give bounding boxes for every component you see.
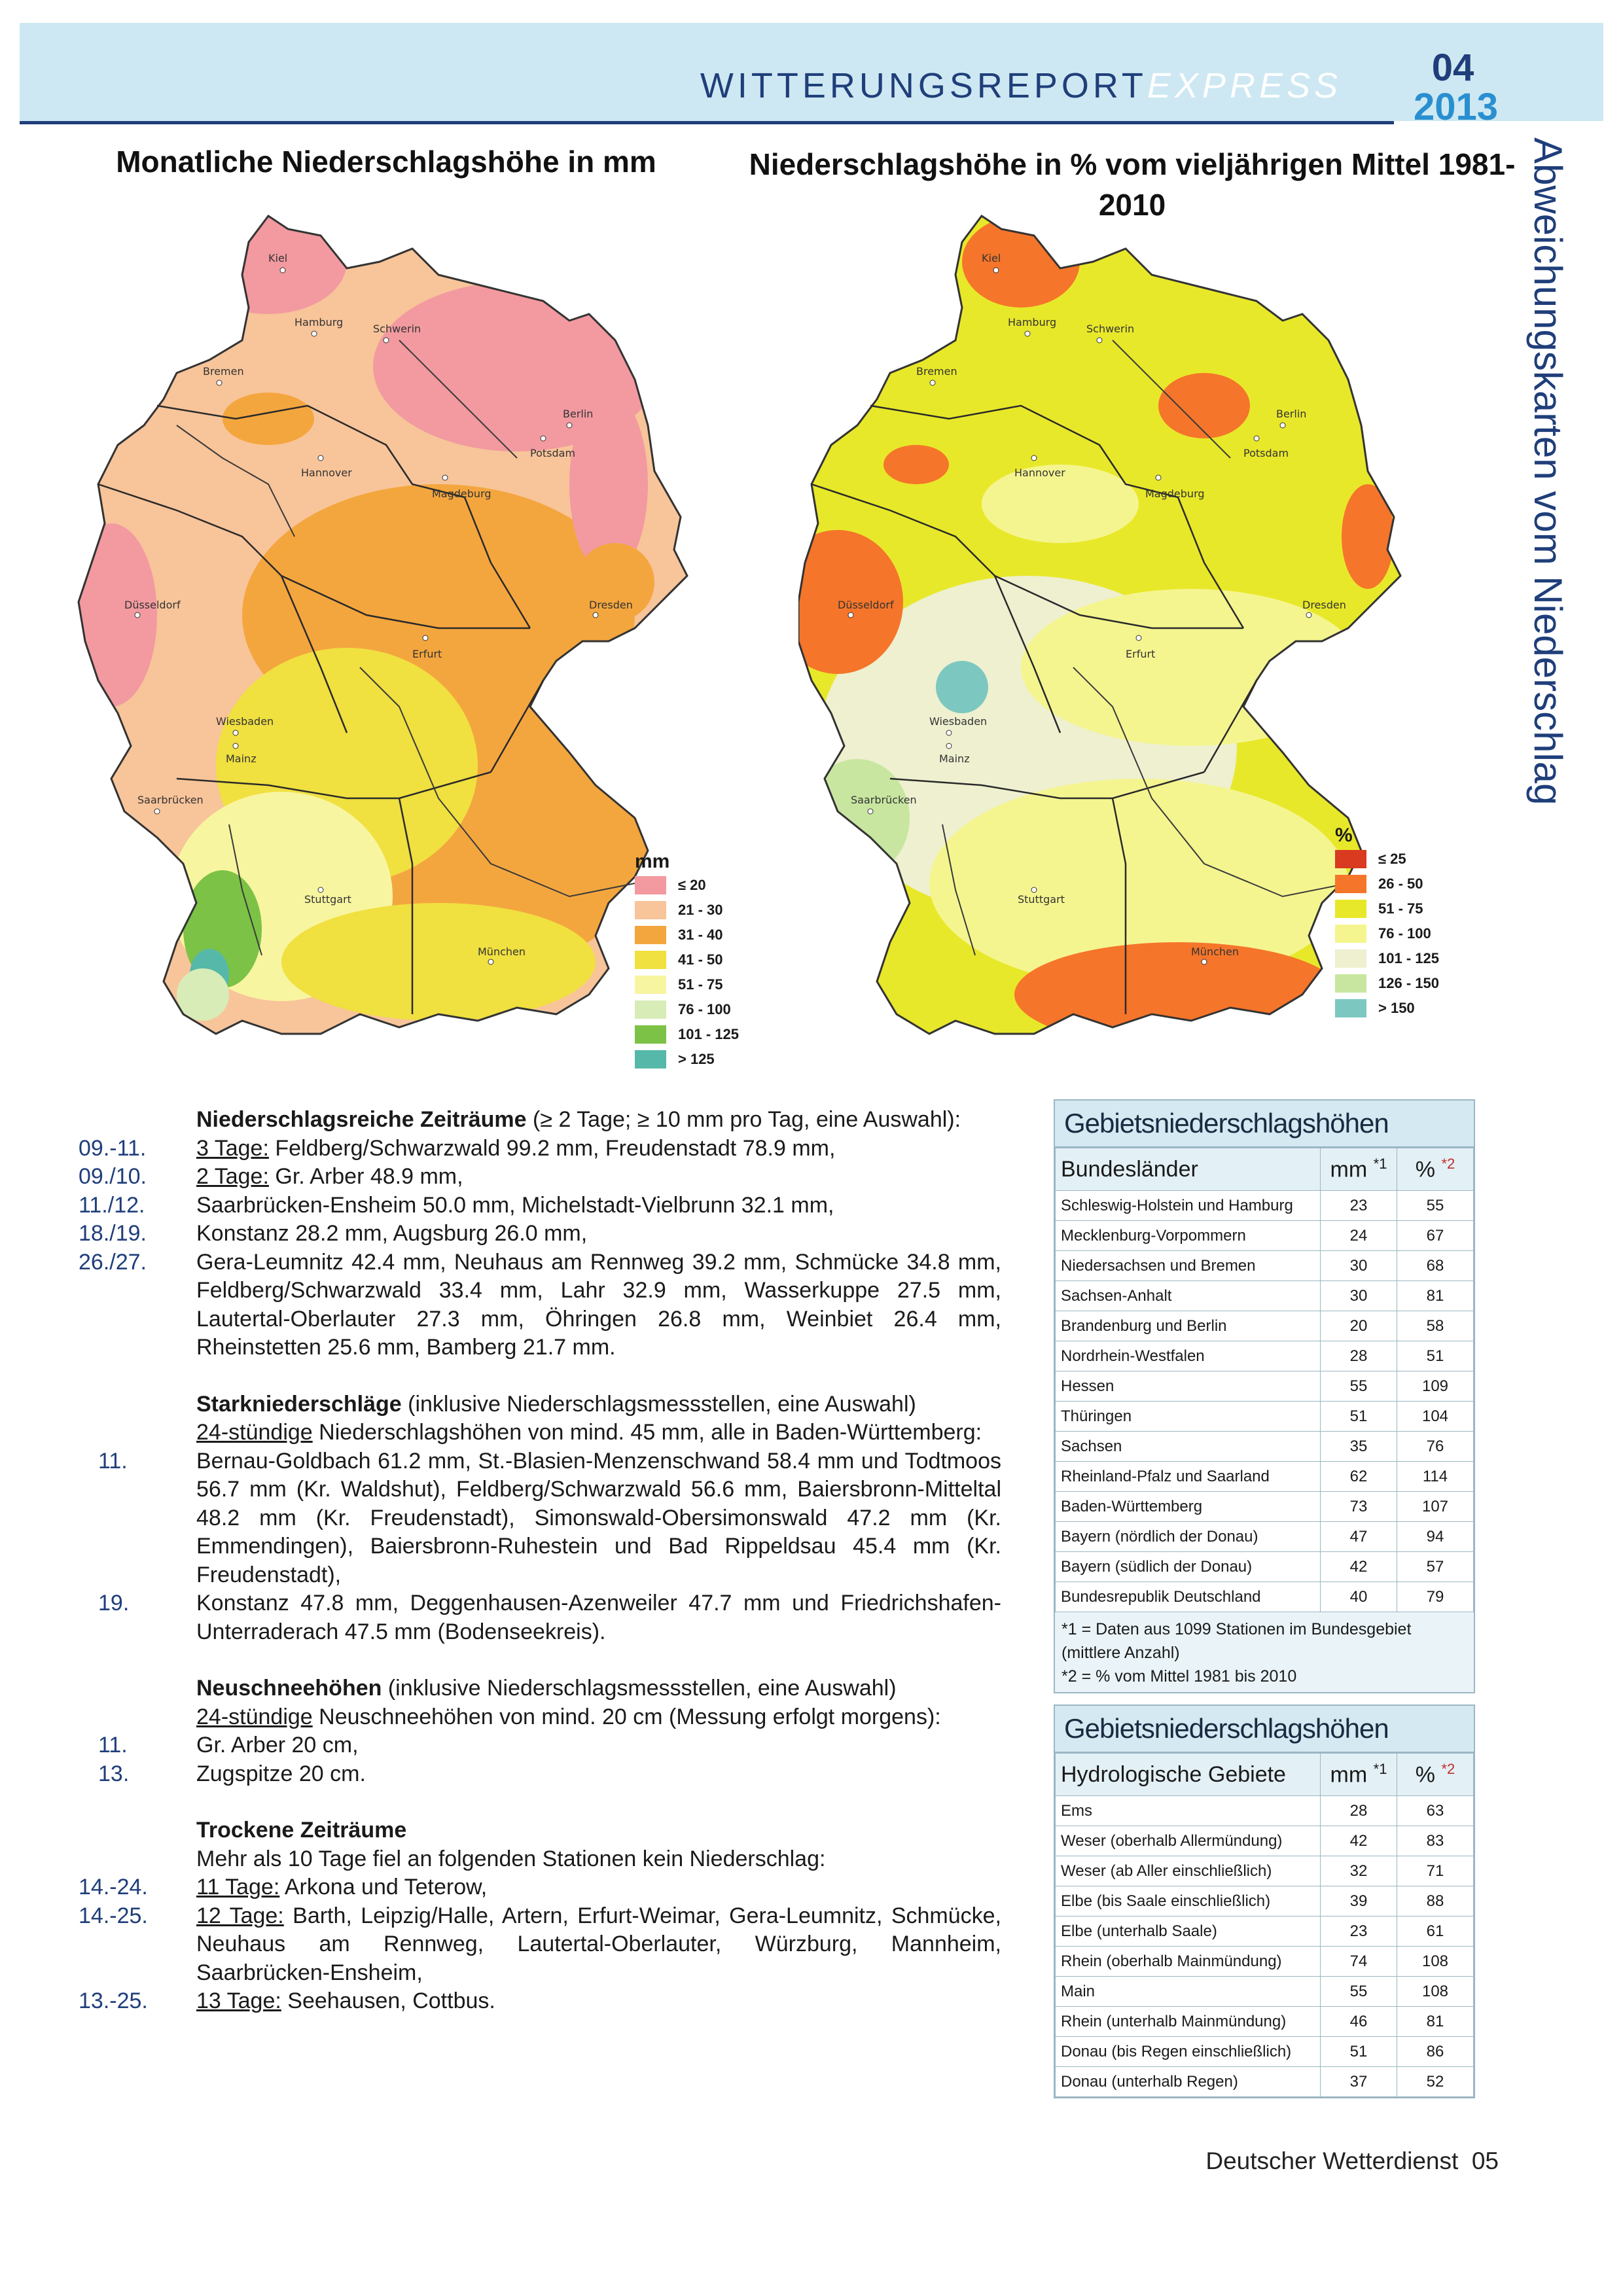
row-body	[196, 1731, 1001, 1760]
text-row	[65, 1192, 1001, 1220]
legend-row	[635, 1022, 766, 1047]
row-date: 14.-24.	[79, 1875, 148, 1899]
table-cell-name: Rhein (oberhalb Mainmündung)	[1056, 1947, 1321, 1977]
table-row	[1056, 1916, 1474, 1947]
row-date: 09./10.	[79, 1164, 147, 1189]
row-body	[196, 1220, 1001, 1248]
legend-swatch	[1335, 900, 1366, 918]
legend-label: > 125	[678, 1051, 715, 1067]
row-date: 14.-25.	[79, 1903, 148, 1928]
side-title: Abweichungskarten vom Niederschlag	[1526, 137, 1570, 805]
legend-left	[635, 873, 766, 1072]
table-cell-pct: 63	[1397, 1796, 1474, 1826]
report-title-main: WITTERUNGSREPORT	[700, 66, 1147, 105]
city-saarbruecken-l: Saarbrücken	[137, 794, 204, 806]
table-row	[1056, 1522, 1474, 1552]
row-text: Gr. Arber 48.9 mm,	[268, 1164, 463, 1189]
city-dresden-l: Dresden	[589, 599, 633, 611]
city-hannover-l: Hannover	[301, 467, 352, 479]
legend-row	[1335, 971, 1453, 996]
sec2-suffix: (inklusive Niederschlagsmessstellen, eine Auswahl)	[401, 1391, 916, 1417]
text-row	[65, 1902, 1001, 1988]
legend-row	[635, 923, 766, 947]
precip-percent-map	[798, 209, 1453, 1073]
table-cell-pct: 61	[1397, 1916, 1474, 1947]
table-cell-name: Baden-Württemberg	[1056, 1492, 1321, 1522]
legend-label: 26 - 50	[1378, 875, 1423, 892]
table-cell-pct: 52	[1397, 2067, 1474, 2097]
table-cell-mm: 73	[1321, 1492, 1397, 1522]
legend-swatch	[1335, 925, 1366, 943]
table-cell-name: Donau (bis Regen einschließlich)	[1056, 2037, 1321, 2067]
legend-label: 76 - 100	[678, 1001, 731, 1017]
legend-swatch	[635, 901, 666, 919]
row-underlined: 2 Tage:	[196, 1164, 269, 1189]
city-bremen-r: Bremen	[916, 365, 957, 378]
city-kiel-l: Kiel	[268, 252, 288, 264]
table1-title: Gebietsniederschlagshöhen	[1055, 1101, 1474, 1148]
table-cell-name: Elbe (unterhalb Saale)	[1056, 1916, 1321, 1947]
legend-row	[635, 997, 766, 1022]
table-cell-name: Rheinland-Pfalz und Saarland	[1056, 1462, 1321, 1492]
table-cell-pct: 81	[1397, 2007, 1474, 2037]
city-stuttgart-r: Stuttgart	[1018, 893, 1065, 906]
text-row	[65, 1447, 1001, 1590]
report-title	[700, 65, 1342, 106]
city-dresden-r: Dresden	[1302, 599, 1346, 611]
table-cell-pct: 76	[1397, 1432, 1474, 1462]
table-cell-name: Nordrhein-Westfalen	[1056, 1341, 1321, 1371]
legend-label: ≤ 25	[1378, 851, 1406, 867]
sec3-rows	[65, 1731, 1001, 1788]
city-duesseldorf-l: Düsseldorf	[124, 599, 181, 611]
table-row	[1056, 1281, 1474, 1311]
table-cell-name: Donau (unterhalb Regen)	[1056, 2067, 1321, 2097]
table-cell-name: Sachsen-Anhalt	[1056, 1281, 1321, 1311]
table-cell-pct: 94	[1397, 1522, 1474, 1552]
legend-label: 31 - 40	[678, 927, 723, 943]
table2-col-mm: mm $^{*1}$	[1321, 1754, 1397, 1796]
legend-right-title: %	[1335, 824, 1353, 846]
row-text: Gr. Arber 20 cm,	[196, 1733, 359, 1757]
legend-row	[635, 873, 766, 898]
row-body	[196, 1192, 1001, 1220]
row-text: Feldberg/Schwarzwald 99.2 mm, Freudenstadt 78.9 mm,	[268, 1135, 836, 1161]
city-erfurt-l: Erfurt	[412, 648, 442, 660]
table-cell-mm: 30	[1321, 1281, 1397, 1311]
row-text: Konstanz 47.8 mm, Deggenhausen-Azenweiler 47.7 mm und Friedrichshafen-Unterraderach 47.5 mm (Bodenseekreis).	[196, 1591, 1001, 1644]
city-hamburg-r: Hamburg	[1008, 316, 1057, 328]
table1-notes	[1055, 1612, 1474, 1692]
city-hannover-r: Hannover	[1014, 467, 1065, 479]
table-row	[1056, 1796, 1474, 1826]
table-cell-mm: 40	[1321, 1582, 1397, 1612]
city-wiesbaden-r: Wiesbaden	[929, 715, 988, 728]
table-cell-name: Elbe (bis Saale einschließlich)	[1056, 1886, 1321, 1916]
table-cell-pct: 88	[1397, 1886, 1474, 1916]
table-cell-mm: 55	[1321, 1977, 1397, 2007]
table-cell-mm: 55	[1321, 1371, 1397, 1402]
city-kiel-r: Kiel	[982, 252, 1001, 264]
row-body	[196, 1248, 1001, 1362]
row-body	[196, 1589, 1001, 1646]
precip-mm-map	[72, 209, 772, 1073]
city-berlin-r: Berlin	[1276, 408, 1307, 420]
sec1-rows	[65, 1135, 1001, 1362]
city-wiesbaden-l: Wiesbaden	[216, 715, 274, 728]
sec3-suffix: (inklusive Niederschlagsmessstellen, eine Auswahl)	[382, 1676, 897, 1701]
legend-label: 76 - 100	[1378, 925, 1431, 942]
table-row	[1056, 1977, 1474, 2007]
text-row	[65, 1589, 1001, 1646]
row-text: Bernau-Goldbach 61.2 mm, St.-Blasien-Menzenschwand 58.4 mm und Todtmoos 56.7 mm (Kr. Waldshut), Feldberg/Schwarzwald 56.6 mm, Baiersbronn-Mitteltal 48.2 mm (Kr. Freudenstadt), Simonswald-Obersimonswald 47.2 mm (Kr. Emmendingen), Baiersbronn-Ruhestein und Bad Rippeldsau 45.4 mm (Kr. Freudenstadt),	[196, 1448, 1001, 1587]
legend-label: 101 - 125	[1378, 950, 1439, 966]
legend-swatch	[1335, 949, 1366, 968]
table-cell-name: Ems	[1056, 1796, 1321, 1826]
table-cell-pct: 81	[1397, 1281, 1474, 1311]
table-cell-mm: 51	[1321, 2037, 1397, 2067]
table-row	[1056, 1251, 1474, 1281]
table-cell-name: Bayern (südlich der Donau)	[1056, 1552, 1321, 1582]
table-cell-name: Brandenburg und Berlin	[1056, 1311, 1321, 1341]
table1-col-pct: % $^{*2}$	[1397, 1148, 1474, 1191]
sec2-intro-u: 24-stündige	[196, 1420, 313, 1445]
sec4-intro-text: Mehr als 10 Tage fiel an folgenden Stationen kein Niederschlag:	[196, 1846, 826, 1871]
row-underlined: 3 Tage:	[196, 1135, 269, 1161]
table1-body	[1056, 1191, 1474, 1612]
table-cell-pct: 108	[1397, 1947, 1474, 1977]
city-potsdam-l: Potsdam	[530, 447, 576, 459]
sec4-heading	[65, 1816, 1001, 1845]
table-row	[1056, 1221, 1474, 1251]
row-date: 19.	[98, 1591, 130, 1616]
legend-swatch	[635, 1050, 666, 1069]
legend-swatch	[635, 951, 666, 969]
row-date: 09.-11.	[79, 1135, 147, 1161]
table-row	[1056, 1341, 1474, 1371]
city-schwerin-r: Schwerin	[1086, 323, 1135, 335]
table-cell-mm: 32	[1321, 1856, 1397, 1886]
text-row	[65, 1163, 1001, 1192]
table-cell-pct: 71	[1397, 1856, 1474, 1886]
row-body	[196, 1447, 1001, 1590]
table2-col-label: Hydrologische Gebiete	[1056, 1754, 1321, 1796]
table-cell-mm: 35	[1321, 1432, 1397, 1462]
table-cell-pct: 68	[1397, 1251, 1474, 1281]
city-magdeburg-l: Magdeburg	[432, 487, 491, 500]
table-cell-name: Bundesrepublik Deutschland	[1056, 1582, 1321, 1612]
table-cell-pct: 51	[1397, 1341, 1474, 1371]
table2-header-row	[1056, 1754, 1474, 1796]
sec3-heading	[65, 1674, 1001, 1703]
sec2-title: Starkniederschläge	[196, 1391, 402, 1417]
text-row	[65, 1220, 1001, 1248]
sec1-suffix: (≥ 2 Tage; ≥ 10 mm pro Tag, eine Auswahl):	[526, 1107, 961, 1132]
city-muenchen-l: München	[478, 945, 526, 958]
table-cell-mm: 23	[1321, 1191, 1397, 1221]
legend-row	[1335, 872, 1453, 896]
row-body	[196, 1163, 1001, 1192]
table2-body	[1056, 1796, 1474, 2097]
legend-swatch	[635, 926, 666, 944]
sec3-intro-text: Neuschneehöhen von mind. 20 cm (Messung erfolgt morgens):	[312, 1704, 941, 1729]
city-berlin-l: Berlin	[563, 408, 594, 420]
row-date: 18./19.	[79, 1221, 147, 1246]
city-hamburg-l: Hamburg	[294, 316, 344, 328]
sec3-intro	[65, 1703, 1001, 1732]
table-row	[1056, 1856, 1474, 1886]
text-row	[65, 1248, 1001, 1362]
table-cell-pct: 86	[1397, 2037, 1474, 2067]
table-cell-name: Niedersachsen und Bremen	[1056, 1251, 1321, 1281]
table-row	[1056, 1826, 1474, 1856]
legend-row	[1335, 946, 1453, 971]
table-bundeslaender	[1054, 1099, 1475, 1693]
legend-label: 41 - 50	[678, 951, 723, 968]
table-row	[1056, 1432, 1474, 1462]
table2-grid	[1055, 1753, 1474, 2097]
city-schwerin-l: Schwerin	[373, 323, 421, 335]
city-saarbruecken-r: Saarbrücken	[851, 794, 917, 806]
row-body	[196, 1760, 1001, 1789]
table-cell-name: Weser (oberhalb Allermündung)	[1056, 1826, 1321, 1856]
legend-row	[635, 1047, 766, 1072]
city-duesseldorf-r: Düsseldorf	[838, 599, 894, 611]
table-row	[1056, 1191, 1474, 1221]
city-erfurt-r: Erfurt	[1126, 648, 1156, 660]
table-cell-name: Weser (ab Aller einschließlich)	[1056, 1856, 1321, 1886]
row-date: 13.-25.	[79, 1988, 148, 2013]
row-body	[196, 1135, 1001, 1163]
sec2-intro	[65, 1419, 1001, 1447]
table-cell-name: Thüringen	[1056, 1402, 1321, 1432]
text-row	[65, 1760, 1001, 1789]
table-cell-name: Rhein (unterhalb Mainmündung)	[1056, 2007, 1321, 2037]
table-cell-mm: 24	[1321, 1221, 1397, 1251]
table1-note1: *1 = Daten aus 1099 Stationen im Bundesgebiet (mittlere Anzahl)	[1061, 1620, 1412, 1662]
table-cell-pct: 83	[1397, 1826, 1474, 1856]
footer-org: Deutscher Wetterdienst	[1205, 2147, 1459, 2174]
row-date: 11.	[98, 1448, 128, 1474]
table-row	[1056, 1311, 1474, 1341]
row-date: 26./27.	[79, 1249, 147, 1275]
legend-row	[1335, 896, 1453, 921]
report-title-express: EXPRESS	[1147, 66, 1342, 105]
row-text: Konstanz 28.2 mm, Augsburg 26.0 mm,	[196, 1221, 588, 1246]
row-underlined: 11 Tage:	[196, 1875, 280, 1899]
legend-label: 51 - 75	[1378, 900, 1423, 917]
issue-year: 2013	[1414, 86, 1499, 128]
map-left-heading: Monatliche Niederschlagshöhe in mm	[116, 145, 656, 179]
table-cell-mm: 37	[1321, 2067, 1397, 2097]
sec2-rows	[65, 1447, 1001, 1647]
city-mainz-r: Mainz	[939, 752, 970, 765]
table-cell-name: Schleswig-Holstein und Hamburg	[1056, 1191, 1321, 1221]
row-body	[196, 1902, 1001, 1988]
legend-label: 101 - 125	[678, 1026, 739, 1042]
row-text: Arkona und Teterow,	[279, 1875, 488, 1899]
legend-swatch	[1335, 875, 1366, 893]
table-cell-mm: 42	[1321, 1552, 1397, 1582]
table-cell-pct: 67	[1397, 1221, 1474, 1251]
legend-label: ≤ 20	[678, 877, 706, 893]
city-muenchen-r: München	[1191, 945, 1240, 958]
row-underlined: 12 Tage:	[196, 1903, 284, 1928]
legend-swatch	[1335, 850, 1366, 868]
row-text: Barth, Leipzig/Halle, Artern, Erfurt-Weimar, Gera-Leumnitz, Schmücke, Neuhaus am Rennweg, Lautertal-Oberlauter, Würzburg, Mannheim, Saarbrücken-Ensheim,	[196, 1903, 1001, 1985]
row-date: 11./12.	[79, 1192, 145, 1218]
table-cell-pct: 57	[1397, 1552, 1474, 1582]
city-bremen-l: Bremen	[203, 365, 244, 378]
legend-row	[635, 947, 766, 972]
sec2-intro-text: Niederschlagshöhen von mind. 45 mm, alle in Baden-Württemberg:	[312, 1420, 982, 1445]
table-cell-name: Mecklenburg-Vorpommern	[1056, 1221, 1321, 1251]
table1-header-row	[1056, 1148, 1474, 1191]
legend-swatch	[635, 876, 666, 894]
legend-row	[1335, 847, 1453, 872]
sec3-title: Neuschneehöhen	[196, 1676, 382, 1701]
table-row	[1056, 1371, 1474, 1402]
table-row	[1056, 1886, 1474, 1916]
table-row	[1056, 2007, 1474, 2037]
table2-col-pct: % $^{*2}$	[1397, 1754, 1474, 1796]
legend-label: > 150	[1378, 1000, 1415, 1016]
table-row	[1056, 1462, 1474, 1492]
table-cell-mm: 30	[1321, 1251, 1397, 1281]
row-text: Zugspitze 20 cm.	[196, 1761, 366, 1786]
table-row	[1056, 1582, 1474, 1612]
table1-col-mm: mm $^{*1}$	[1321, 1148, 1397, 1191]
legend-swatch	[635, 1025, 666, 1044]
table-row	[1056, 1402, 1474, 1432]
table-cell-pct: 114	[1397, 1462, 1474, 1492]
table1-note2: *2 = % vom Mittel 1981 bis 2010	[1061, 1667, 1297, 1686]
row-date: 11.	[98, 1733, 128, 1757]
table-cell-mm: 20	[1321, 1311, 1397, 1341]
legend-swatch	[635, 976, 666, 994]
table-row	[1056, 2037, 1474, 2067]
legend-swatch	[1335, 974, 1366, 993]
row-text: Gera-Leumnitz 42.4 mm, Neuhaus am Rennweg 39.2 mm, Schmücke 34.8 mm, Feldberg/Schwarzwald 33.4 mm, Lahr 32.9 mm, Wasserkuppe 27.5 mm, Lautertal-Oberlauter 27.3 mm, Öhringen 26.8 mm, Weinbiet 26.4 mm, Rheinstetten 25.6 mm, Bamberg 21.7 mm.	[196, 1249, 1001, 1360]
legend-swatch	[1335, 999, 1366, 1017]
table-cell-name: Hessen	[1056, 1371, 1321, 1402]
table-cell-pct: 109	[1397, 1371, 1474, 1402]
row-text: Seehausen, Cottbus.	[281, 1988, 495, 2013]
legend-label: 21 - 30	[678, 902, 723, 918]
sec4-title: Trockene Zeiträume	[196, 1818, 407, 1843]
text-row	[65, 1731, 1001, 1760]
table-hydro-gebiete	[1054, 1704, 1475, 2098]
city-mainz-l: Mainz	[226, 752, 257, 765]
row-text: Saarbrücken-Ensheim 50.0 mm, Michelstadt-Vielbrunn 32.1 mm,	[196, 1192, 834, 1218]
row-body	[196, 1873, 1001, 1902]
city-magdeburg-r: Magdeburg	[1145, 487, 1205, 500]
legend-swatch	[635, 1000, 666, 1019]
table-cell-mm: 28	[1321, 1341, 1397, 1371]
table-row	[1056, 2067, 1474, 2097]
table-cell-pct: 55	[1397, 1191, 1474, 1221]
legend-row	[1335, 921, 1453, 946]
legend-right	[1335, 847, 1453, 1021]
sec3-intro-u: 24-stündige	[196, 1704, 313, 1729]
sec4-intro	[65, 1845, 1001, 1874]
row-body	[196, 1987, 1001, 2016]
footer	[1205, 2147, 1499, 2175]
legend-left-title: mm	[635, 851, 670, 872]
table-cell-mm: 46	[1321, 2007, 1397, 2037]
text-row	[65, 1873, 1001, 1902]
table-cell-mm: 39	[1321, 1886, 1397, 1916]
text-column	[65, 1106, 1001, 2016]
table-row	[1056, 1947, 1474, 1977]
text-row	[65, 1987, 1001, 2016]
table-cell-mm: 47	[1321, 1522, 1397, 1552]
table-cell-pct: 104	[1397, 1402, 1474, 1432]
table2-title: Gebietsniederschlagshöhen	[1055, 1706, 1474, 1753]
footer-page: 05	[1471, 2147, 1499, 2174]
map-right-heading: Niederschlagshöhe in % vom vieljährigen Mittel 1981-2010	[749, 147, 1516, 222]
sec1-title: Niederschlagsreiche Zeiträume	[196, 1107, 527, 1132]
legend-row	[635, 898, 766, 923]
table-cell-mm: 28	[1321, 1796, 1397, 1826]
table-row	[1056, 1492, 1474, 1522]
table-cell-mm: 74	[1321, 1947, 1397, 1977]
city-potsdam-r: Potsdam	[1243, 447, 1289, 459]
table-cell-pct: 58	[1397, 1311, 1474, 1341]
table-cell-mm: 23	[1321, 1916, 1397, 1947]
header-rule	[20, 121, 1394, 124]
table-cell-pct: 107	[1397, 1492, 1474, 1522]
sec4-rows	[65, 1873, 1001, 2016]
table-cell-pct: 108	[1397, 1977, 1474, 2007]
table-cell-name: Main	[1056, 1977, 1321, 2007]
sec1-heading	[65, 1106, 1001, 1135]
city-stuttgart-l: Stuttgart	[304, 893, 351, 906]
legend-label: 51 - 75	[678, 976, 723, 993]
row-underlined: 13 Tage:	[196, 1988, 281, 2013]
sec2-heading	[65, 1390, 1001, 1419]
legend-row	[635, 972, 766, 997]
table-cell-name: Sachsen	[1056, 1432, 1321, 1462]
table-cell-mm: 51	[1321, 1402, 1397, 1432]
table1-grid	[1055, 1148, 1474, 1612]
table-cell-mm: 42	[1321, 1826, 1397, 1856]
legend-label: 126 - 150	[1378, 975, 1439, 991]
table-cell-mm: 62	[1321, 1462, 1397, 1492]
row-date: 13.	[98, 1761, 130, 1786]
legend-row	[1335, 996, 1453, 1021]
table-cell-pct: 79	[1397, 1582, 1474, 1612]
table-row	[1056, 1552, 1474, 1582]
table-cell-name: Bayern (nördlich der Donau)	[1056, 1522, 1321, 1552]
text-row	[65, 1135, 1001, 1163]
table1-col-label: Bundesländer	[1056, 1148, 1321, 1191]
issue-number: 04	[1431, 46, 1474, 89]
